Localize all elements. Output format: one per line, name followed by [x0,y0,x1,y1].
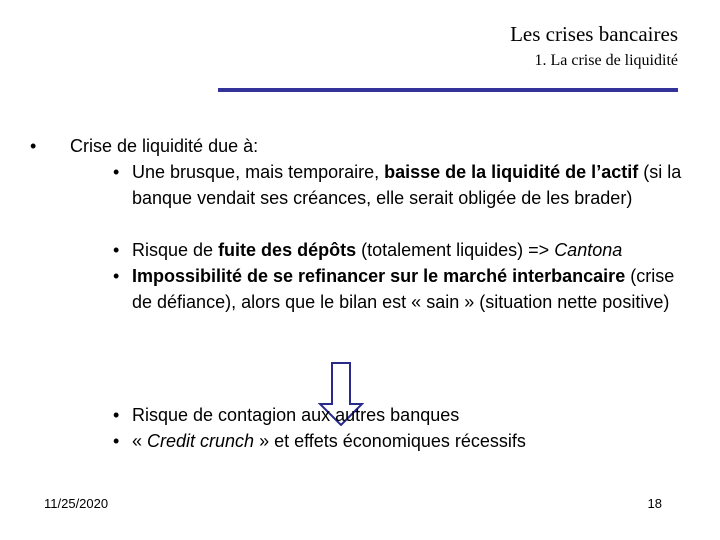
lower-bullet-italic: Credit crunch [147,431,255,451]
lower-bullet-text: Risque de contagion aux autres banques [132,405,460,425]
sub-bullet-text: (crise de défiance), alors que le bilan est « sain » (situation nette positive) [132,266,675,312]
main-bullet-text: Crise de liquidité due à: [70,136,259,156]
footer-date: 11/25/2020 [44,496,109,511]
sub-bullet-italic: Cantona [554,240,623,260]
sub-bullet-deposit-flight [113,237,692,263]
lower-bullet-credit-crunch [113,428,692,454]
bullet-icon: • [30,136,37,156]
bullet-icon: • [113,405,120,425]
header-divider [218,88,678,92]
page-number: 18 [647,496,662,511]
bullet-icon: • [113,240,120,260]
sub-bullet-emphasis: baisse de la liquidité de l’actif [384,162,639,182]
slide-subtitle: 1. La crise de liquidité [534,52,678,69]
bullet-icon: • [113,162,120,182]
sub-bullet-text: Une brusque, mais temporaire, [132,162,385,182]
sub-bullet-emphasis: fuite des dépôts [218,240,357,260]
lower-bullet-text: » et effets économiques récessifs [254,431,526,451]
bullet-icon: • [113,266,120,286]
bullet-icon: • [113,431,120,451]
sub-bullet-refinancing [113,263,692,315]
sub-bullet-text: (si la banque vendait ses créances, elle serait obligée de les brader) [132,162,682,208]
lower-bullet-text: « [132,431,148,451]
lower-bullet-contagion [113,402,692,428]
sub-bullet-text: Risque de [132,240,219,260]
sub-bullet-text: (totalement liquides) => [356,240,555,260]
slide-title: Les crises bancaires [510,22,678,46]
sub-bullet-liquidity-drop [113,159,692,211]
sub-bullet-emphasis: Impossibilité de se refinancer sur le marché interbancaire [132,266,626,286]
